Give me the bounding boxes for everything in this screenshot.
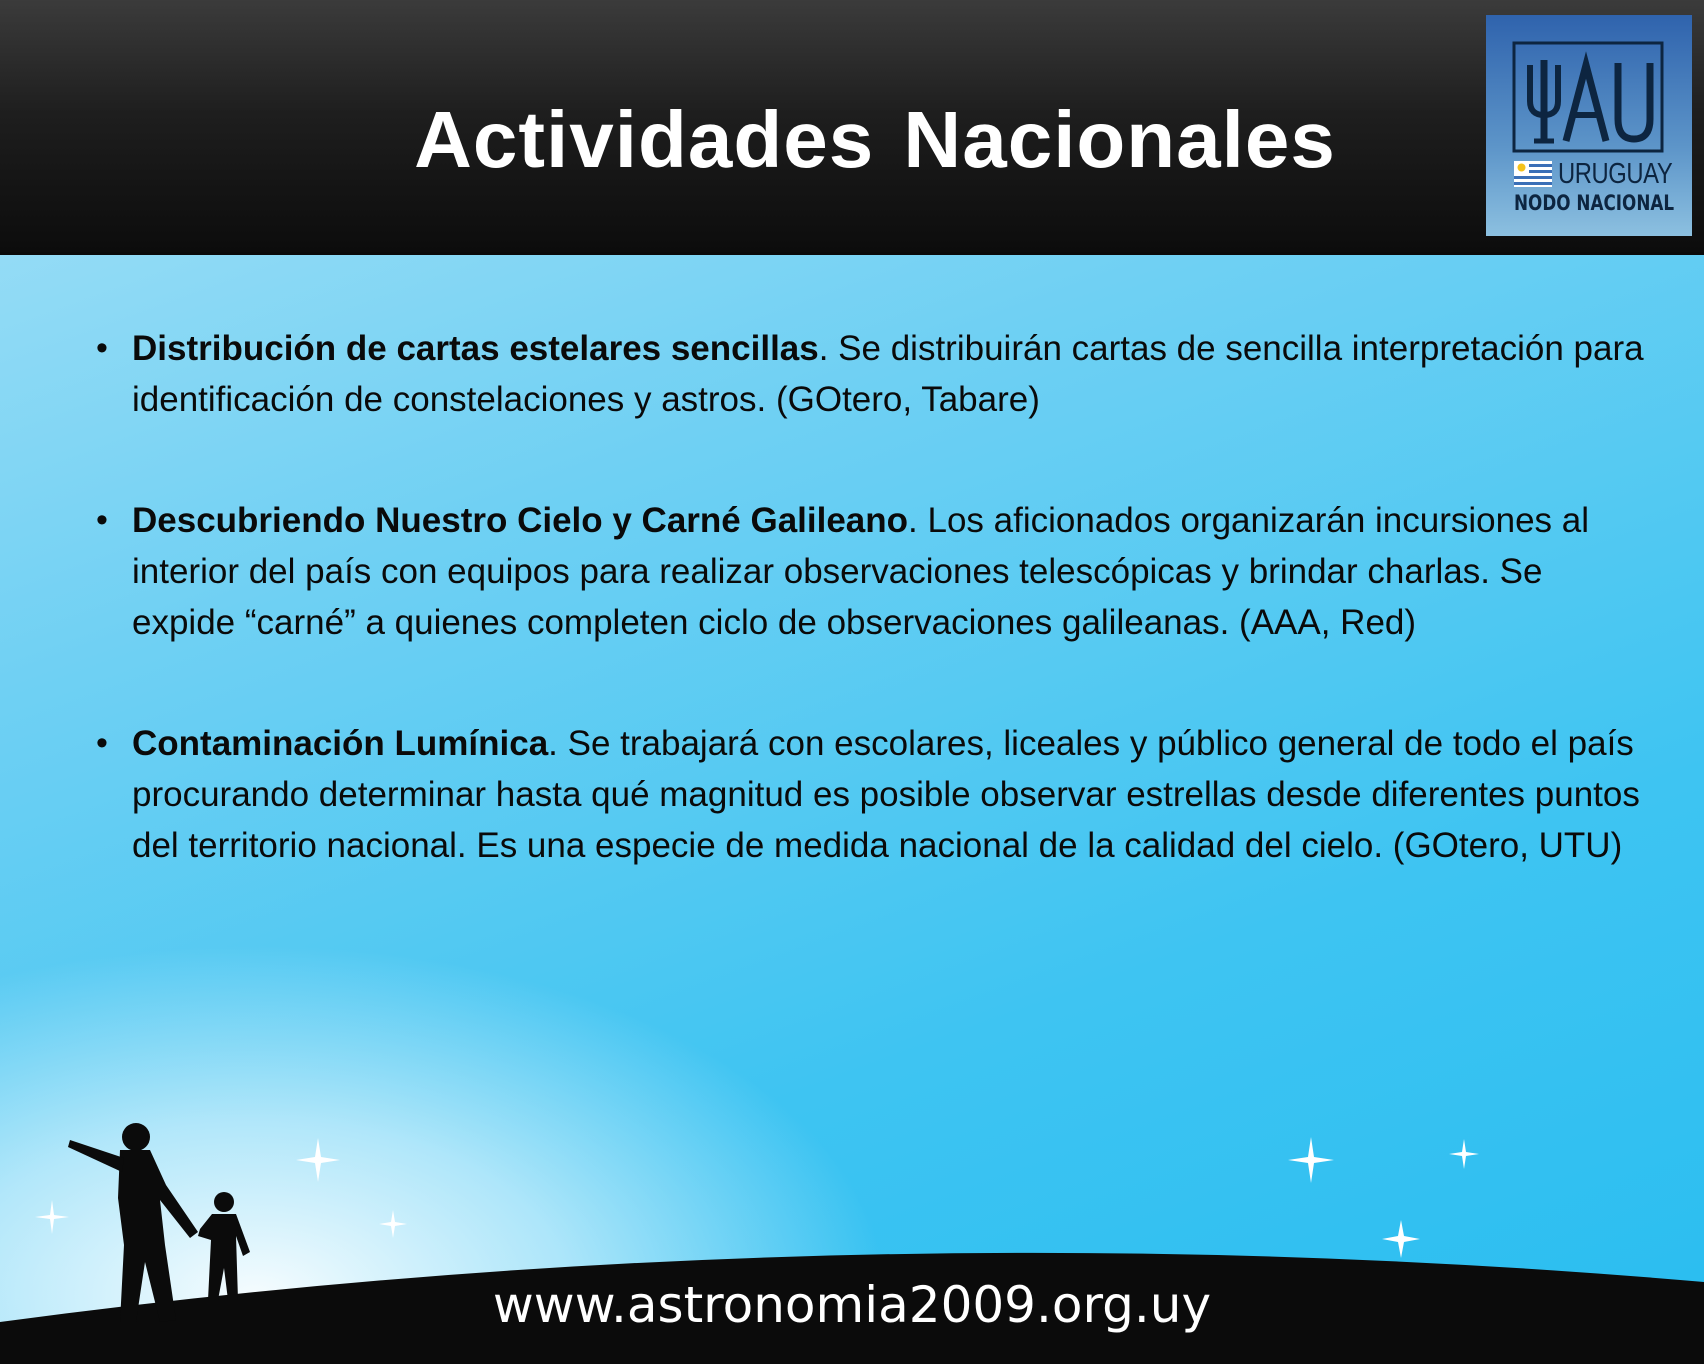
logo-node-text: NODO NACIONAL xyxy=(1514,191,1675,215)
bullet-heading: Distribución de cartas estelares sencillas xyxy=(132,329,819,368)
bullet-heading: Contaminación Lumínica xyxy=(132,724,549,763)
bullet-text: . Los aficionados organizarán incursiones al interior del país con equipos para realizar observaciones telescópicas y brindar charlas. Se expide “carné” a quienes completen ciclo de observaciones galileanas. (AAA, Red) xyxy=(132,501,1590,642)
bullet-text: . Se distribuirán cartas de sencilla interpretación para identificación de constelaciones y astros. (GOtero, Tabare) xyxy=(132,329,1644,419)
bullet-heading: Descubriendo Nuestro Cielo y Carné Galileano xyxy=(132,501,909,540)
bullet-text: . Se trabajará con escolares, liceales y público general de todo el país procurando determinar hasta qué magnitud es posible observar estrellas desde diferentes puntos del territorio nacional. Es una especie de medida nacional de la calidad del cielo. (GOtero, UTU) xyxy=(132,724,1640,865)
footer-url: www.astronomia2009.org.uy xyxy=(492,1276,1212,1334)
slide-title: Actividades Nacionales xyxy=(414,95,1336,184)
logo-country-text: URUGUAY xyxy=(1558,158,1673,190)
sparkle-star-icon xyxy=(35,1137,1479,1258)
